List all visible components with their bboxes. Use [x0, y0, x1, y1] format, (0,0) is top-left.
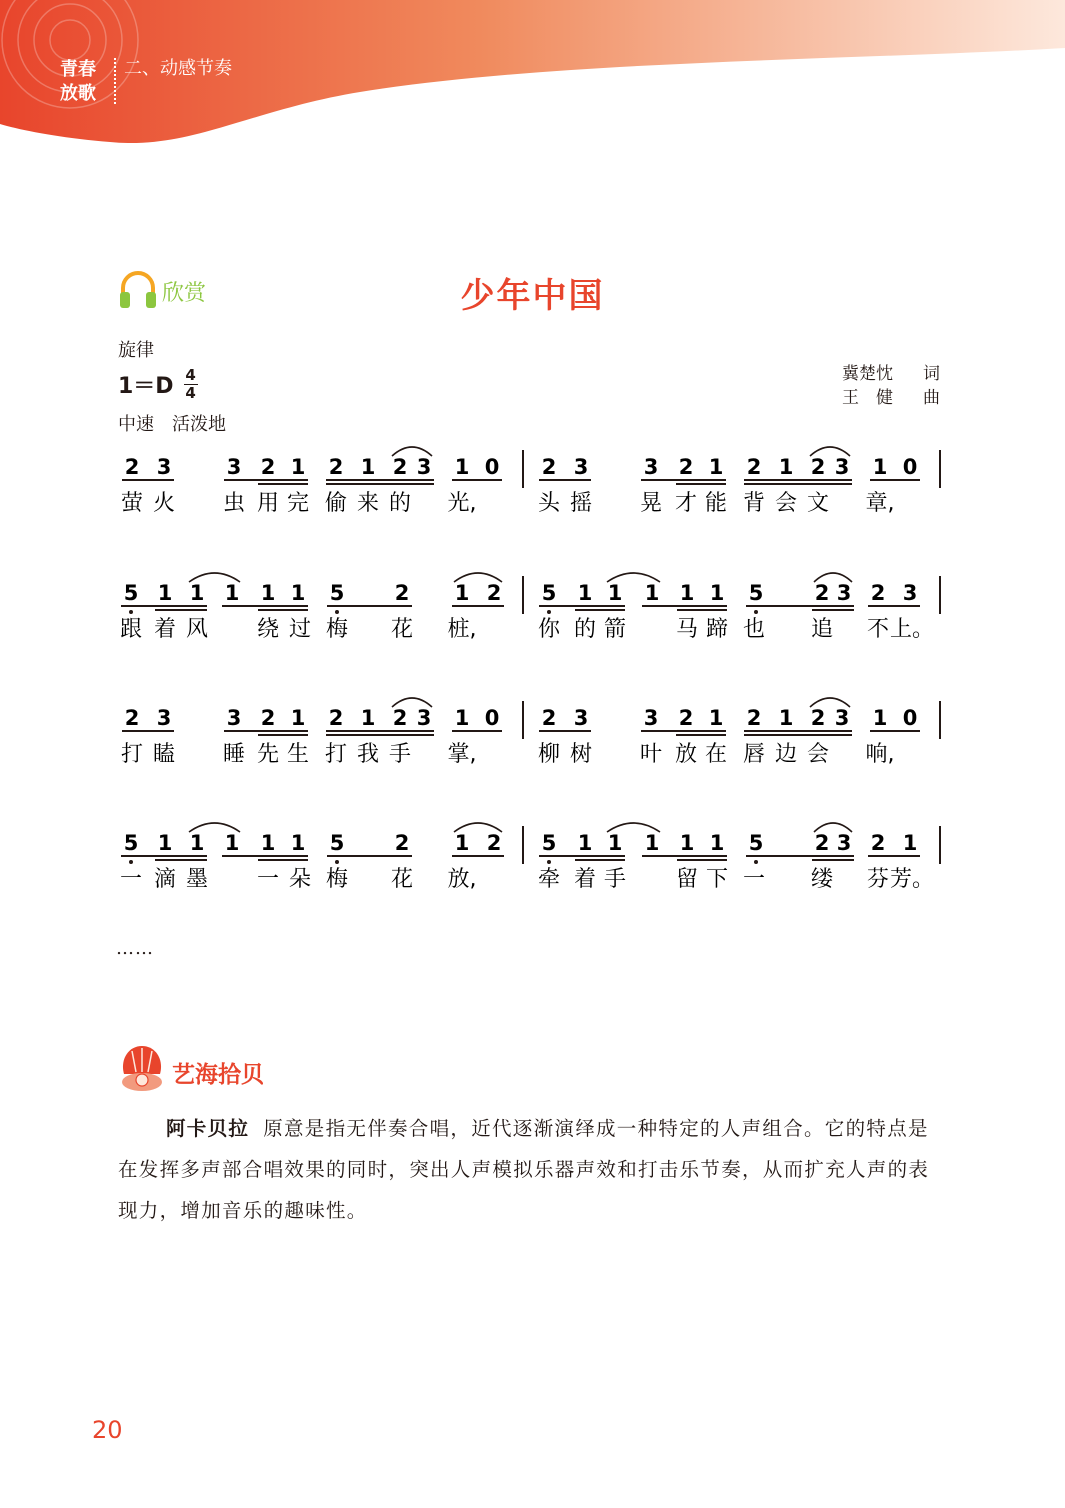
- score-note: 5: [541, 831, 557, 855]
- knowledge-text: 原意是指无伴奏合唱，近代逐渐演绎成一种特定的人声组合。它的特点是在发挥多声部合唱效果的同时，突出人声模拟乐器声效和打击乐节奏，从而扩充人声的表现力，增加音乐的趣味性。: [118, 1117, 930, 1222]
- listen-label: 欣赏: [162, 281, 207, 306]
- knowledge-label: 艺海拾贝: [172, 1062, 264, 1088]
- score-note: 2: [392, 706, 408, 730]
- score-note: 1: [189, 831, 205, 855]
- lyric-char: 章,: [865, 491, 895, 516]
- score-note: 2: [328, 455, 344, 479]
- score-note: 2: [746, 706, 762, 730]
- lyric-char: 滴: [153, 867, 177, 892]
- score-note: 1: [260, 831, 276, 855]
- score-note: 1: [454, 831, 470, 855]
- score-note: 1: [679, 581, 695, 605]
- score-note: 2: [541, 706, 557, 730]
- score-note: 1: [290, 455, 306, 479]
- score-note: 3: [836, 831, 852, 855]
- octave-dot: [547, 860, 551, 864]
- octave-dot: [335, 860, 339, 864]
- score-note: 2: [810, 706, 826, 730]
- score-note: 1: [872, 706, 888, 730]
- score-note: 2: [260, 706, 276, 730]
- lyric-char: 绕: [256, 617, 280, 642]
- lyric-char: 风: [185, 617, 209, 642]
- score-note: 1: [607, 581, 623, 605]
- lyricist-role: 词: [923, 364, 940, 384]
- lyric-char: 掌,: [447, 742, 477, 767]
- lyric-char: 边: [774, 742, 798, 767]
- score-note: 2: [678, 455, 694, 479]
- score-note: 1: [902, 831, 918, 855]
- lyric-char: 睡: [222, 742, 246, 767]
- score-note: 3: [156, 455, 172, 479]
- score-note: 0: [902, 706, 918, 730]
- key-text: 1＝D: [118, 374, 174, 399]
- octave-dot: [754, 860, 758, 864]
- lyric-char: 梅: [325, 617, 349, 642]
- score-note: 2: [260, 455, 276, 479]
- score-note: 0: [902, 455, 918, 479]
- lyric-char: 手: [388, 742, 412, 767]
- lyric-char: 唇: [742, 742, 766, 767]
- lyric-char: 朵: [288, 867, 312, 892]
- score-note: 1: [778, 706, 794, 730]
- score-note: 1: [872, 455, 888, 479]
- lyric-char: 能: [704, 491, 728, 516]
- lyric-char: 也: [742, 617, 766, 642]
- score-note: 2: [394, 831, 410, 855]
- song-title: 少年中国: [460, 276, 605, 316]
- score-note: 3: [573, 706, 589, 730]
- lyricist-name: 冀楚忱: [842, 364, 893, 384]
- lyric-char: 在: [704, 742, 728, 767]
- score-note: 5: [329, 831, 345, 855]
- score-note: 2: [746, 455, 762, 479]
- score-note: 3: [836, 581, 852, 605]
- lyric-char: 萤: [120, 491, 144, 516]
- lyric-char: 文: [806, 491, 830, 516]
- score-note: 1: [290, 706, 306, 730]
- lyric-char: 芬: [866, 867, 890, 892]
- lyric-char: 手: [603, 867, 627, 892]
- score-note: 5: [123, 831, 139, 855]
- score-note: 2: [124, 455, 140, 479]
- lyric-char: 瞌: [152, 742, 176, 767]
- lyric-char: 的: [388, 491, 412, 516]
- lyric-char: 蹄: [705, 617, 729, 642]
- score-note: 1: [454, 706, 470, 730]
- score-note: 1: [644, 831, 660, 855]
- lyric-char: 箭: [603, 617, 627, 642]
- octave-dot: [335, 610, 339, 614]
- score-note: 3: [902, 581, 918, 605]
- score-note: 1: [157, 831, 173, 855]
- lyric-char: 着: [153, 617, 177, 642]
- score-note: 1: [224, 581, 240, 605]
- lyric-char: 摇: [569, 491, 593, 516]
- score-note: 2: [810, 455, 826, 479]
- score-note: 1: [709, 831, 725, 855]
- score-note: 2: [678, 706, 694, 730]
- lyric-char: 完: [286, 491, 310, 516]
- lyric-char: 不: [866, 617, 890, 642]
- score-note: 1: [577, 581, 593, 605]
- lyric-char: 你: [537, 617, 561, 642]
- score-note: 1: [679, 831, 695, 855]
- lyric-char: 叶: [639, 742, 663, 767]
- composer-name: 王 健: [842, 388, 893, 408]
- lyric-char: 放: [674, 742, 698, 767]
- lyric-char: 响,: [865, 742, 895, 767]
- octave-dot: [129, 610, 133, 614]
- score-note: 1: [290, 831, 306, 855]
- score-note: 2: [870, 831, 886, 855]
- lyric-char: 用: [256, 491, 280, 516]
- score-note: 5: [123, 581, 139, 605]
- score-note: 1: [360, 455, 376, 479]
- lyric-char: 过: [288, 617, 312, 642]
- lyric-char: 上。: [889, 617, 935, 642]
- score-note: 2: [486, 581, 502, 605]
- chapter-title: 二、动感节奏: [124, 58, 232, 79]
- lyric-char: 我: [356, 742, 380, 767]
- lyric-char: 先: [256, 742, 280, 767]
- score-note: 2: [486, 831, 502, 855]
- score-note: 5: [748, 581, 764, 605]
- tempo-marking: 中速 活泼地: [118, 414, 226, 435]
- lyric-char: 头: [537, 491, 561, 516]
- lyric-char: 缕: [810, 867, 834, 892]
- score-note: 1: [577, 831, 593, 855]
- score-note: 3: [156, 706, 172, 730]
- lyric-char: 下: [705, 867, 729, 892]
- lyric-char: 树: [569, 742, 593, 767]
- octave-dot: [754, 610, 758, 614]
- score-note: 3: [416, 455, 432, 479]
- lyric-char: 火: [152, 491, 176, 516]
- score-note: 2: [541, 455, 557, 479]
- score-note: 0: [484, 706, 500, 730]
- lyric-char: 来: [356, 491, 380, 516]
- lyric-char: 马: [675, 617, 699, 642]
- score-note: 5: [329, 581, 345, 605]
- score-note: 2: [124, 706, 140, 730]
- score-note: 1: [778, 455, 794, 479]
- lyric-char: 花: [390, 617, 414, 642]
- score-note: 1: [224, 831, 240, 855]
- lyric-char: 会: [806, 742, 830, 767]
- score-ellipsis: ……: [116, 938, 154, 959]
- score-note: 1: [708, 706, 724, 730]
- lyric-char: 生: [286, 742, 310, 767]
- score-note: 1: [360, 706, 376, 730]
- time-bottom: 4: [185, 384, 196, 402]
- lyric-char: 墨: [185, 867, 209, 892]
- score-note: 3: [226, 455, 242, 479]
- lyric-char: 一: [256, 867, 280, 892]
- score-note: 1: [189, 581, 205, 605]
- lyric-char: 梅: [325, 867, 349, 892]
- score-note: 0: [484, 455, 500, 479]
- score-note: 1: [157, 581, 173, 605]
- lyric-char: 追: [810, 617, 834, 642]
- lyric-char: 虫: [222, 491, 246, 516]
- score-note: 5: [541, 581, 557, 605]
- octave-dot: [129, 860, 133, 864]
- lyric-char: 芳。: [889, 867, 935, 892]
- score-note: 3: [643, 706, 659, 730]
- lyric-char: 偷: [324, 491, 348, 516]
- knowledge-term: 阿卡贝拉: [166, 1117, 250, 1140]
- lyric-char: 会: [774, 491, 798, 516]
- score-note: 2: [814, 581, 830, 605]
- lyric-char: 光,: [447, 491, 477, 516]
- score-note: 2: [870, 581, 886, 605]
- composer-role: 曲: [923, 388, 940, 408]
- lyric-char: 一: [742, 867, 766, 892]
- score-note: 1: [709, 581, 725, 605]
- score-note: 2: [394, 581, 410, 605]
- score-note: 2: [814, 831, 830, 855]
- score-note: 1: [454, 581, 470, 605]
- page-number: 20: [92, 1416, 123, 1444]
- lyric-char: 桩,: [447, 617, 477, 642]
- score-note: 5: [748, 831, 764, 855]
- lyric-char: 背: [742, 491, 766, 516]
- lyric-char: 着: [573, 867, 597, 892]
- score-note: 1: [290, 581, 306, 605]
- time-top: 4: [185, 366, 196, 384]
- book-title: 青春 放歌: [60, 59, 96, 104]
- lyric-char: 放,: [447, 867, 477, 892]
- score-note: 3: [834, 706, 850, 730]
- score-note: 1: [607, 831, 623, 855]
- melody-label: 旋律: [118, 340, 154, 361]
- lyric-char: 柳: [537, 742, 561, 767]
- score-note: 3: [643, 455, 659, 479]
- lyric-char: 跟: [119, 617, 143, 642]
- score-note: 1: [708, 455, 724, 479]
- lyric-char: 打: [120, 742, 144, 767]
- score-note: 3: [416, 706, 432, 730]
- score-note: 2: [328, 706, 344, 730]
- lyric-char: 的: [573, 617, 597, 642]
- octave-dot: [547, 610, 551, 614]
- lyric-char: 留: [675, 867, 699, 892]
- score-note: 2: [392, 455, 408, 479]
- lyric-char: 花: [390, 867, 414, 892]
- lyric-char: 一: [119, 867, 143, 892]
- lyric-char: 打: [324, 742, 348, 767]
- lyric-char: 才: [674, 491, 698, 516]
- score-note: 1: [260, 581, 276, 605]
- knowledge-paragraph: [118, 1108, 948, 1231]
- score-note: 1: [454, 455, 470, 479]
- lyric-char: 牵: [537, 867, 561, 892]
- lyric-char: 晃: [639, 491, 663, 516]
- score-note: 3: [226, 706, 242, 730]
- score-note: 1: [644, 581, 660, 605]
- shell-icon: [118, 1042, 166, 1094]
- score-note: 3: [573, 455, 589, 479]
- score-note: 3: [834, 455, 850, 479]
